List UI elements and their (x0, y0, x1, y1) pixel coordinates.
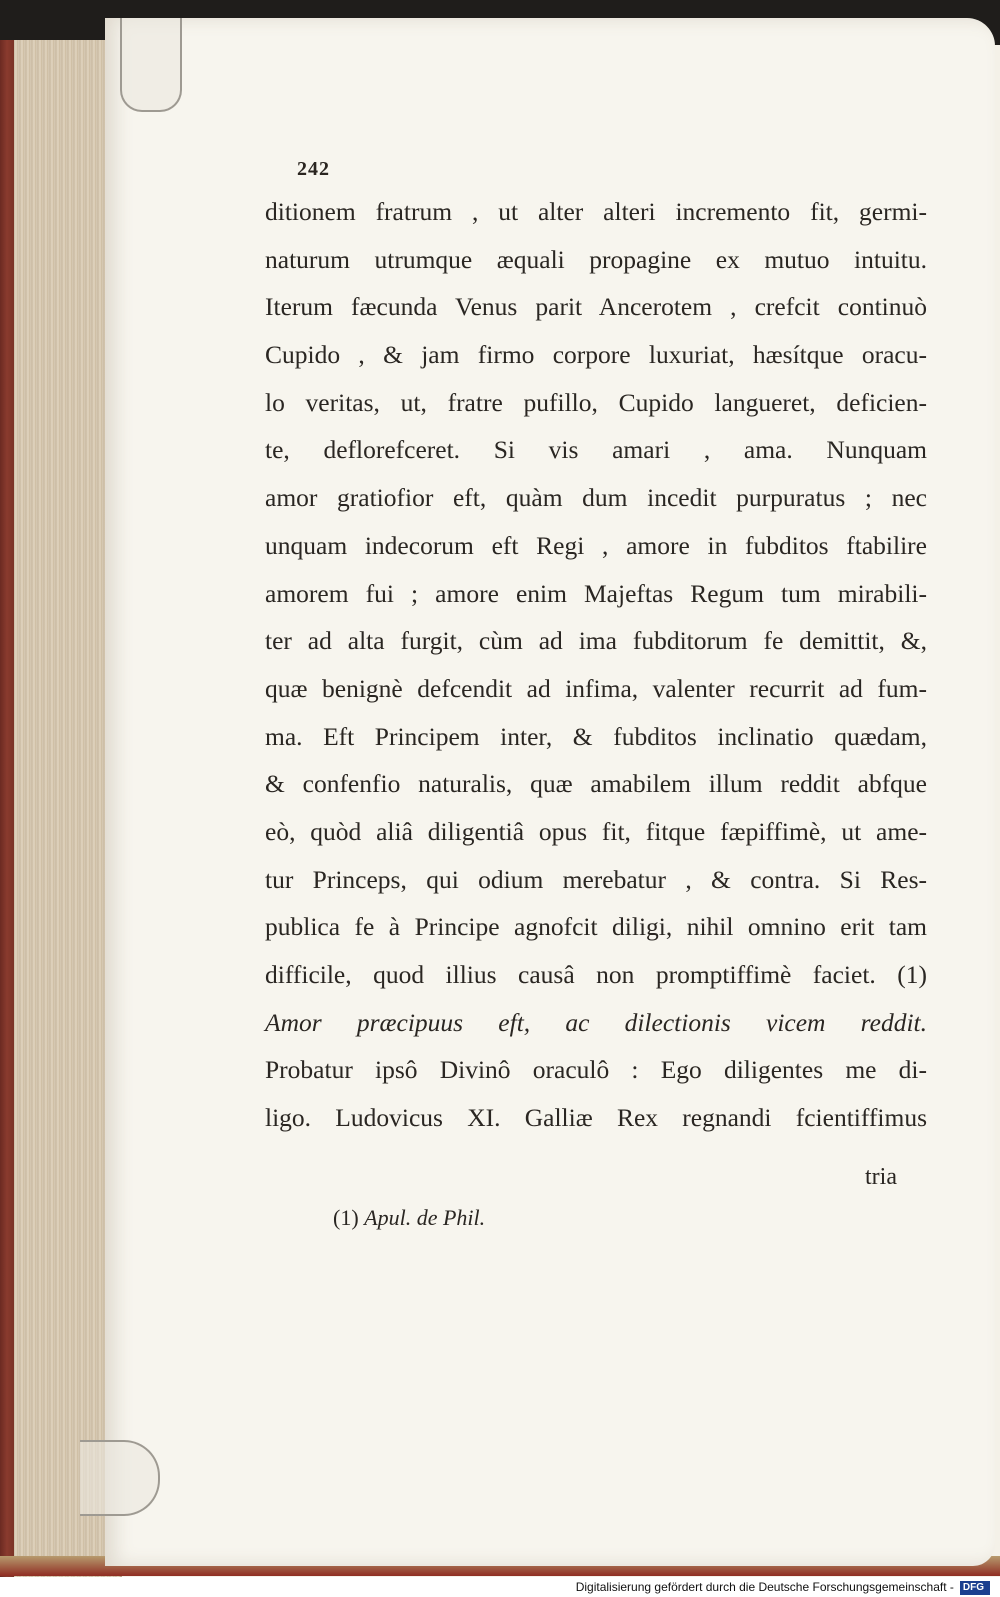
dfg-logo-icon: DFG (960, 1581, 990, 1595)
text-line: ditionem fratrum , ut alter alteri incremento fit, germi- (265, 197, 927, 226)
text-line: lo veritas, ut, fratre pufillo, Cupido langueret, deficien- (265, 387, 927, 417)
scanner-clip-top (120, 18, 182, 112)
text-line: naturum utrumque æquali propagine ex mutuo intuitu. (265, 244, 927, 274)
text-line: te, deflorefceret. Si vis amari , ama. Nunquam (265, 435, 927, 465)
text-line: & confenfio naturalis, quæ amabilem illum reddit abfque (265, 769, 927, 799)
text-line: ma. Eft Principem inter, & fubditos inclinatio quædam, (265, 721, 927, 751)
text-line: Iterum fæcunda Venus parit Ancerotem , crefcit continuò (265, 292, 927, 322)
text-line: ligo. Ludovicus XI. Galliæ Rex regnandi fcientiffimus (265, 1103, 927, 1133)
body-text (265, 188, 927, 1142)
text-line: Cupido , & jam firmo corpore luxuriat, hæsítque oracu- (265, 340, 927, 370)
credit-text: Digitalisierung gefördert durch die Deutsche Forschungsgemeinschaft - (575, 1580, 954, 1594)
footnote-text: Apul. de Phil. (364, 1205, 486, 1230)
text-line: publica fe à Principe agnofcit diligi, nihil omnino erit tam (265, 912, 927, 942)
text-line: amor gratiofior eft, quàm dum incedit purpuratus ; nec (265, 483, 927, 513)
scanner-clip-bottom (80, 1440, 160, 1516)
digitization-credit (0, 1577, 1000, 1597)
page-number: 242 (297, 158, 330, 180)
text-line: difficile, quod illius causâ non promptiffimè faciet. (1) (265, 960, 927, 989)
page-edges (0, 40, 122, 1585)
book-binding (0, 40, 14, 1585)
text-line: tur Princeps, qui odium merebatur , & contra. Si Res- (265, 864, 927, 894)
text-line: unquam indecorum eft Regi , amore in fubditos ftabilire (265, 530, 927, 560)
text-line-italic: Amor præcipuus eft, ac dilectionis vicem reddit. (265, 1007, 927, 1037)
footnote-marker: (1) (333, 1205, 359, 1230)
text-line: quæ benignè defcendit ad infima, valenter recurrit ad fum- (265, 673, 927, 703)
catchword: tria (865, 1164, 897, 1190)
text-line: eò, quòd aliâ diligentiâ opus fit, fitque fæpiffimè, ut ame- (265, 816, 927, 846)
text-line: amorem fui ; amore enim Majeftas Regum tum mirabili- (265, 578, 927, 608)
footnote (333, 1205, 485, 1231)
text-line: ter ad alta furgit, cùm ad ima fubditorum fe demittit, &, (265, 626, 927, 656)
text-line: Probatur ipsô Divinô oraculô : Ego diligentes me di- (265, 1055, 927, 1085)
